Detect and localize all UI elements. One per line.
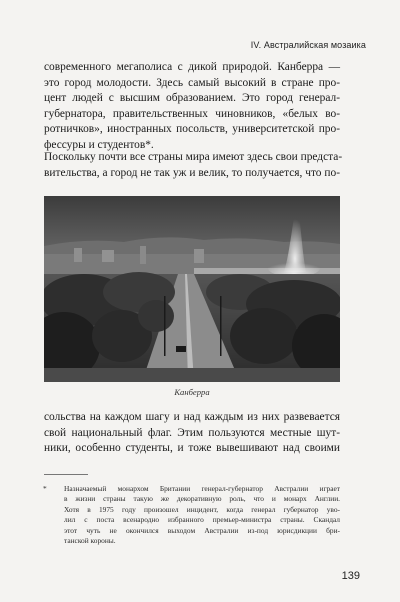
footnote-line: танской короны. xyxy=(64,536,116,546)
text-line: ротничков», иностранных посольств, университетской про- xyxy=(44,123,340,136)
paragraph-1 xyxy=(44,60,340,154)
text-line: свой национальный флаг. Этим пользуются местные шут- xyxy=(44,426,340,439)
text-line: это город молодости. Здесь самый высокий в стране про- xyxy=(44,76,340,89)
footnote-line: Назначаемый монархом Британии генерал-губернатор Австралии играет xyxy=(64,484,340,493)
text-line: современного мегаполиса с дикой природой. Канберра — xyxy=(44,61,340,73)
footnote-divider xyxy=(44,474,88,475)
photo-caption: Канберра xyxy=(174,387,210,397)
footnote-line: этот чуть не окончился выходом Австралии из-под юрисдикции бри- xyxy=(64,525,340,535)
canberra-photo xyxy=(44,196,340,382)
page-number: 139 xyxy=(341,570,360,582)
text-line: сольства на каждом шагу и над каждым из них развевается xyxy=(44,411,340,423)
footnote-line: в жизни страны такую же декоративную роль, что и монарх Англии. xyxy=(64,494,340,504)
text-line: фессуры и студентов*. xyxy=(44,138,154,151)
text-line: цент людей с высшим образованием. Это город генерал- xyxy=(44,92,340,105)
footnote-line: Хотя в 1975 году произошел инцидент, когда генерал губернатор уво- xyxy=(64,504,340,514)
footnote xyxy=(44,484,340,546)
text-line: вительства, а город не так уж и велик, то получается, что по- xyxy=(44,166,340,179)
footnote-text xyxy=(64,484,340,546)
text-line: ники, особенно студенты, и тоже вывешивают над своими xyxy=(44,442,340,455)
text-line: губернатора, правительственных чиновников, «белых во- xyxy=(44,107,340,120)
text-line: Поскольку почти все страны мира имеют здесь свои предста- xyxy=(44,151,343,163)
footnote-line: лил с поста всенародно избранного премьер-министра страны. Скандал xyxy=(64,515,340,525)
paragraph-2 xyxy=(44,150,343,181)
paragraph-3 xyxy=(44,410,340,457)
footnote-marker: * xyxy=(43,484,47,493)
running-title: IV. Австралийская мозаика xyxy=(250,40,366,50)
